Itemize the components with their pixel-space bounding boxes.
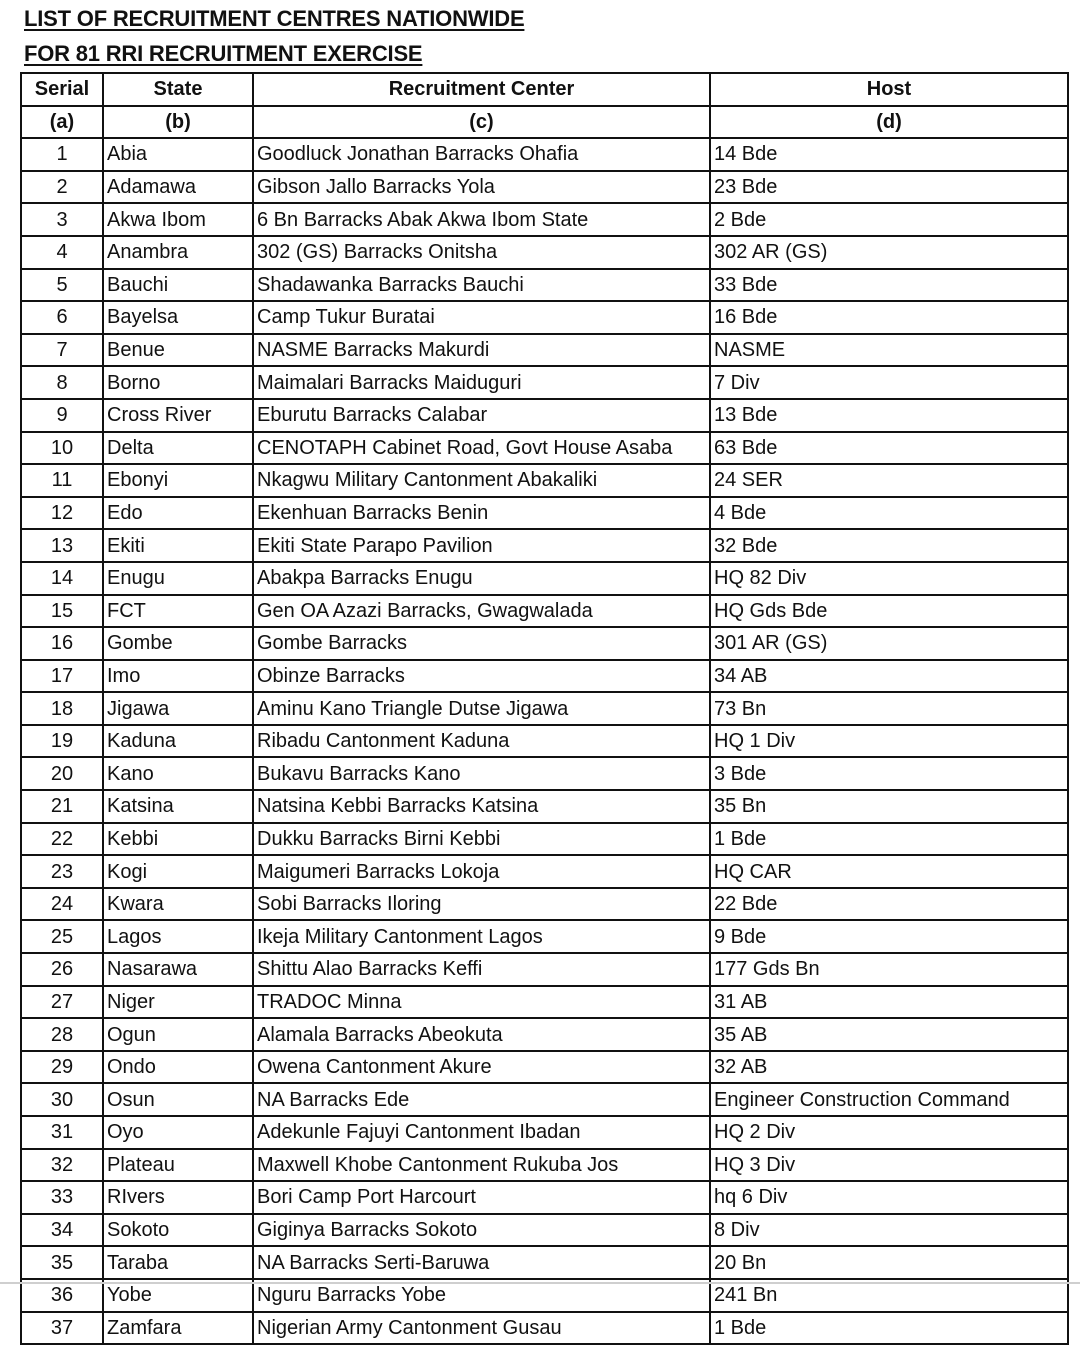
table-row (21, 464, 1068, 497)
cell-recruitment-center: NA Barracks Ede (253, 1083, 710, 1116)
cell-host: 301 AR (GS) (710, 627, 1068, 660)
cell-host: 22 Bde (710, 888, 1068, 921)
cell-host: 177 Gds Bn (710, 953, 1068, 986)
table-row (21, 823, 1068, 856)
header-recruitment-center: Recruitment Center (253, 73, 710, 106)
cell-state: Bayelsa (103, 301, 253, 334)
cell-state: Yobe (103, 1279, 253, 1312)
cell-state: Ondo (103, 1051, 253, 1084)
table-row (21, 562, 1068, 595)
cell-state: Plateau (103, 1149, 253, 1182)
cell-host: 9 Bde (710, 920, 1068, 953)
cell-state: Ekiti (103, 529, 253, 562)
cell-serial: 1 (21, 138, 103, 171)
cell-serial: 15 (21, 595, 103, 628)
cell-serial: 25 (21, 920, 103, 953)
bottom-divider (0, 1282, 1080, 1284)
cell-host: Engineer Construction Command (710, 1083, 1068, 1116)
cell-state: Kano (103, 757, 253, 790)
cell-recruitment-center: NASME Barracks Makurdi (253, 334, 710, 367)
cell-serial: 29 (21, 1051, 103, 1084)
cell-recruitment-center: Eburutu Barracks Calabar (253, 399, 710, 432)
cell-serial: 3 (21, 203, 103, 236)
recruitment-centres-table (20, 72, 1069, 1345)
cell-host: 31 AB (710, 986, 1068, 1019)
cell-serial: 36 (21, 1279, 103, 1312)
table-row (21, 790, 1068, 823)
cell-state: Kogi (103, 855, 253, 888)
table-row (21, 1149, 1068, 1182)
cell-recruitment-center: Bukavu Barracks Kano (253, 757, 710, 790)
cell-recruitment-center: Bori Camp Port Harcourt (253, 1181, 710, 1214)
cell-serial: 26 (21, 953, 103, 986)
cell-host: 35 AB (710, 1018, 1068, 1051)
cell-recruitment-center: Nigerian Army Cantonment Gusau (253, 1312, 710, 1345)
table-row (21, 953, 1068, 986)
cell-state: Niger (103, 986, 253, 1019)
cell-host: 241 Bn (710, 1279, 1068, 1312)
cell-recruitment-center: Ekenhuan Barracks Benin (253, 497, 710, 530)
table-row (21, 269, 1068, 302)
table-row (21, 986, 1068, 1019)
cell-recruitment-center: Maimalari Barracks Maiduguri (253, 366, 710, 399)
cell-state: Anambra (103, 236, 253, 269)
cell-state: Oyo (103, 1116, 253, 1149)
cell-recruitment-center: Nkagwu Military Cantonment Abakaliki (253, 464, 710, 497)
cell-serial: 32 (21, 1149, 103, 1182)
table-row (21, 1083, 1068, 1116)
cell-state: Imo (103, 660, 253, 693)
cell-recruitment-center: Alamala Barracks Abeokuta (253, 1018, 710, 1051)
table-row (21, 1116, 1068, 1149)
table-row (21, 757, 1068, 790)
cell-serial: 33 (21, 1181, 103, 1214)
cell-recruitment-center: Ikeja Military Cantonment Lagos (253, 920, 710, 953)
cell-serial: 37 (21, 1312, 103, 1345)
cell-serial: 10 (21, 432, 103, 465)
table-row (21, 595, 1068, 628)
table-row (21, 203, 1068, 236)
cell-serial: 24 (21, 888, 103, 921)
cell-recruitment-center: Maigumeri Barracks Lokoja (253, 855, 710, 888)
cell-state: Delta (103, 432, 253, 465)
cell-host: 33 Bde (710, 269, 1068, 302)
cell-host: NASME (710, 334, 1068, 367)
table-row (21, 1214, 1068, 1247)
subheader-b: (b) (103, 106, 253, 139)
cell-recruitment-center: Camp Tukur Buratai (253, 301, 710, 334)
table-row (21, 399, 1068, 432)
cell-recruitment-center: NA Barracks Serti-Baruwa (253, 1246, 710, 1279)
cell-state: Jigawa (103, 692, 253, 725)
table-row (21, 1051, 1068, 1084)
cell-host: 32 AB (710, 1051, 1068, 1084)
cell-state: Adamawa (103, 171, 253, 204)
cell-host: 34 AB (710, 660, 1068, 693)
header-state: State (103, 73, 253, 106)
table-row (21, 1312, 1068, 1345)
cell-serial: 35 (21, 1246, 103, 1279)
cell-recruitment-center: Nguru Barracks Yobe (253, 1279, 710, 1312)
cell-host: 1 Bde (710, 1312, 1068, 1345)
cell-state: Bauchi (103, 269, 253, 302)
table-row (21, 301, 1068, 334)
cell-recruitment-center: Shadawanka Barracks Bauchi (253, 269, 710, 302)
cell-host: 302 AR (GS) (710, 236, 1068, 269)
cell-host: 32 Bde (710, 529, 1068, 562)
cell-recruitment-center: 6 Bn Barracks Abak Akwa Ibom State (253, 203, 710, 236)
cell-recruitment-center: Gombe Barracks (253, 627, 710, 660)
table-row (21, 1181, 1068, 1214)
cell-state: Borno (103, 366, 253, 399)
document-title-line-1: LIST OF RECRUITMENT CENTRES NATIONWIDE (24, 6, 525, 31)
table-row (21, 627, 1068, 660)
table-row (21, 660, 1068, 693)
cell-host: HQ 82 Div (710, 562, 1068, 595)
cell-host: hq 6 Div (710, 1181, 1068, 1214)
cell-host: HQ 1 Div (710, 725, 1068, 758)
subheader-a: (a) (21, 106, 103, 139)
cell-serial: 18 (21, 692, 103, 725)
cell-host: 4 Bde (710, 497, 1068, 530)
cell-recruitment-center: Goodluck Jonathan Barracks Ohafia (253, 138, 710, 171)
cell-serial: 34 (21, 1214, 103, 1247)
cell-state: Cross River (103, 399, 253, 432)
table-row (21, 432, 1068, 465)
cell-host: 13 Bde (710, 399, 1068, 432)
cell-host: HQ Gds Bde (710, 595, 1068, 628)
cell-state: Osun (103, 1083, 253, 1116)
cell-serial: 27 (21, 986, 103, 1019)
cell-recruitment-center: 302 (GS) Barracks Onitsha (253, 236, 710, 269)
table-row (21, 171, 1068, 204)
cell-host: HQ CAR (710, 855, 1068, 888)
subheader-c: (c) (253, 106, 710, 139)
cell-serial: 4 (21, 236, 103, 269)
cell-state: Katsina (103, 790, 253, 823)
cell-host: 24 SER (710, 464, 1068, 497)
cell-recruitment-center: Ekiti State Parapo Pavilion (253, 529, 710, 562)
cell-serial: 28 (21, 1018, 103, 1051)
cell-state: Kebbi (103, 823, 253, 856)
table-row (21, 692, 1068, 725)
cell-serial: 19 (21, 725, 103, 758)
cell-host: 16 Bde (710, 301, 1068, 334)
cell-state: Lagos (103, 920, 253, 953)
cell-serial: 8 (21, 366, 103, 399)
cell-host: 63 Bde (710, 432, 1068, 465)
cell-state: Ebonyi (103, 464, 253, 497)
cell-host: 8 Div (710, 1214, 1068, 1247)
cell-serial: 13 (21, 529, 103, 562)
table-row (21, 138, 1068, 171)
cell-state: FCT (103, 595, 253, 628)
cell-host: HQ 3 Div (710, 1149, 1068, 1182)
cell-recruitment-center: Giginya Barracks Sokoto (253, 1214, 710, 1247)
cell-host: 73 Bn (710, 692, 1068, 725)
table-row (21, 920, 1068, 953)
cell-serial: 22 (21, 823, 103, 856)
cell-recruitment-center: Gibson Jallo Barracks Yola (253, 171, 710, 204)
cell-serial: 5 (21, 269, 103, 302)
cell-state: Enugu (103, 562, 253, 595)
cell-serial: 6 (21, 301, 103, 334)
cell-recruitment-center: Abakpa Barracks Enugu (253, 562, 710, 595)
table-row (21, 529, 1068, 562)
cell-serial: 31 (21, 1116, 103, 1149)
cell-recruitment-center: Obinze Barracks (253, 660, 710, 693)
cell-host: 2 Bde (710, 203, 1068, 236)
cell-serial: 7 (21, 334, 103, 367)
cell-state: Ogun (103, 1018, 253, 1051)
cell-serial: 17 (21, 660, 103, 693)
cell-serial: 2 (21, 171, 103, 204)
cell-state: Benue (103, 334, 253, 367)
cell-serial: 11 (21, 464, 103, 497)
cell-recruitment-center: Adekunle Fajuyi Cantonment Ibadan (253, 1116, 710, 1149)
cell-recruitment-center: Shittu Alao Barracks Keffi (253, 953, 710, 986)
table-header-row (21, 73, 1068, 106)
table-row (21, 725, 1068, 758)
cell-host: 3 Bde (710, 757, 1068, 790)
cell-state: Kwara (103, 888, 253, 921)
cell-recruitment-center: CENOTAPH Cabinet Road, Govt House Asaba (253, 432, 710, 465)
cell-host: 20 Bn (710, 1246, 1068, 1279)
cell-serial: 20 (21, 757, 103, 790)
cell-recruitment-center: Owena Cantonment Akure (253, 1051, 710, 1084)
cell-state: Kaduna (103, 725, 253, 758)
table-row (21, 497, 1068, 530)
cell-host: 1 Bde (710, 823, 1068, 856)
document-title-line-2: FOR 81 RRI RECRUITMENT EXERCISE (24, 41, 423, 66)
header-host: Host (710, 73, 1068, 106)
cell-host: 7 Div (710, 366, 1068, 399)
cell-state: Nasarawa (103, 953, 253, 986)
cell-state: Edo (103, 497, 253, 530)
cell-serial: 30 (21, 1083, 103, 1116)
cell-recruitment-center: Dukku Barracks Birni Kebbi (253, 823, 710, 856)
cell-host: HQ 2 Div (710, 1116, 1068, 1149)
cell-serial: 9 (21, 399, 103, 432)
cell-serial: 21 (21, 790, 103, 823)
cell-recruitment-center: Maxwell Khobe Cantonment Rukuba Jos (253, 1149, 710, 1182)
table-row (21, 888, 1068, 921)
cell-serial: 12 (21, 497, 103, 530)
cell-recruitment-center: Ribadu Cantonment Kaduna (253, 725, 710, 758)
cell-recruitment-center: TRADOC Minna (253, 986, 710, 1019)
cell-state: Sokoto (103, 1214, 253, 1247)
cell-recruitment-center: Gen OA Azazi Barracks, Gwagwalada (253, 595, 710, 628)
table-row (21, 366, 1068, 399)
table-row (21, 1018, 1068, 1051)
table-row (21, 1246, 1068, 1279)
cell-state: RIvers (103, 1181, 253, 1214)
table-row (21, 334, 1068, 367)
cell-recruitment-center: Sobi Barracks Iloring (253, 888, 710, 921)
cell-state: Abia (103, 138, 253, 171)
cell-state: Taraba (103, 1246, 253, 1279)
cell-recruitment-center: Aminu Kano Triangle Dutse Jigawa (253, 692, 710, 725)
cell-host: 35 Bn (710, 790, 1068, 823)
cell-serial: 23 (21, 855, 103, 888)
cell-serial: 16 (21, 627, 103, 660)
cell-host: 14 Bde (710, 138, 1068, 171)
cell-state: Zamfara (103, 1312, 253, 1345)
header-serial: Serial (21, 73, 103, 106)
table-row (21, 855, 1068, 888)
cell-state: Akwa Ibom (103, 203, 253, 236)
table-body (21, 138, 1068, 1344)
cell-recruitment-center: Natsina Kebbi Barracks Katsina (253, 790, 710, 823)
table-subheader-row (21, 106, 1068, 139)
cell-state: Gombe (103, 627, 253, 660)
cell-serial: 14 (21, 562, 103, 595)
cell-host: 23 Bde (710, 171, 1068, 204)
table-row (21, 236, 1068, 269)
subheader-d: (d) (710, 106, 1068, 139)
